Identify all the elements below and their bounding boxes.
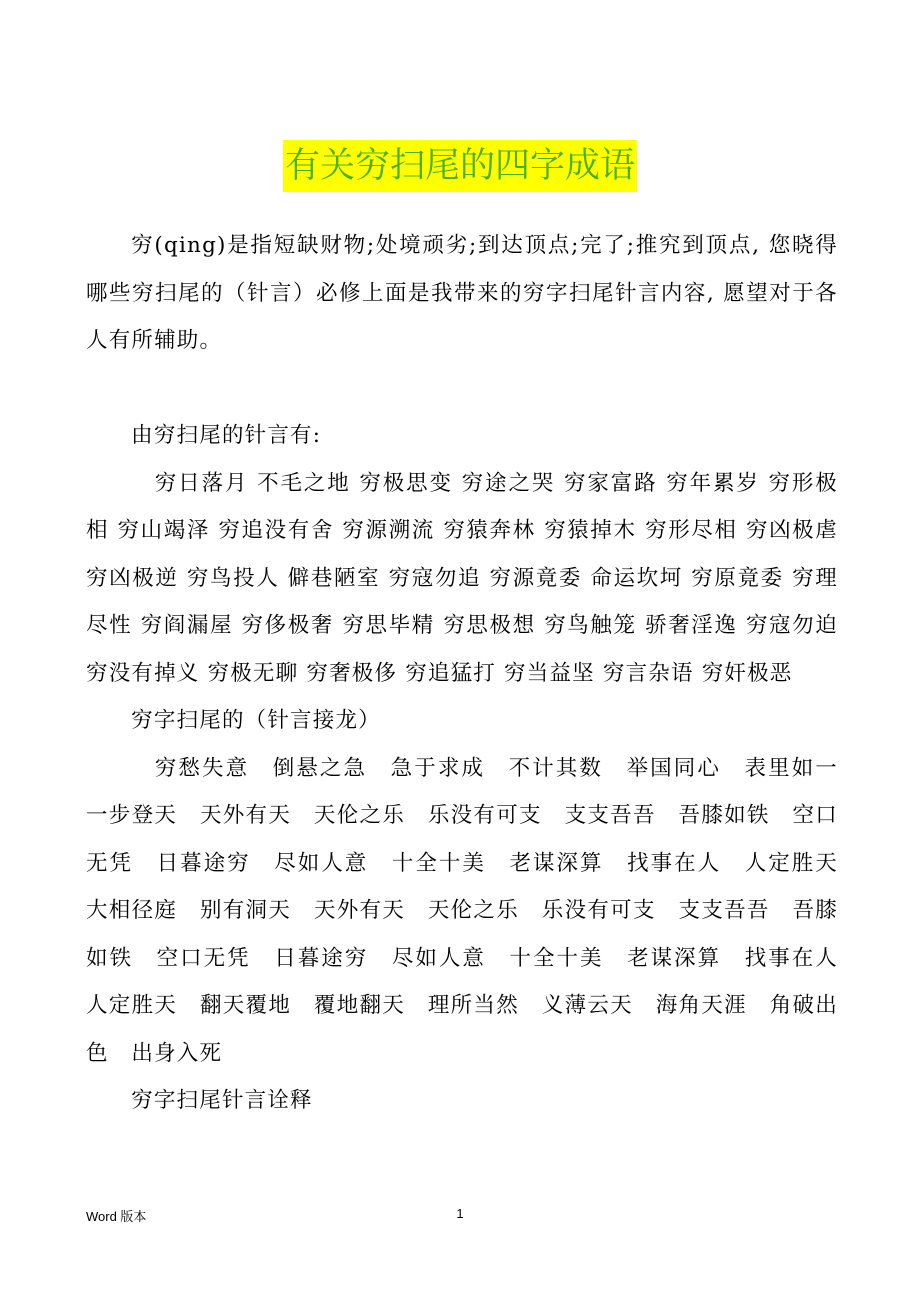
intro-paragraph: 穷(qing)是指短缺财物;处境顽劣;到达顶点;完了;推究到顶点, 您晓得哪些穷扫尾的（针言）必修上面是我带来的穷字扫尾针言内容, 愿望对于各人有所辅助。 [86, 233, 838, 353]
title-wrap [0, 140, 920, 192]
section2-heading: 穷字扫尾的（针言接龙） [131, 708, 381, 733]
section3-heading: 穷字扫尾针言诠释 [131, 1088, 313, 1113]
blank-line [86, 365, 838, 413]
page-number: 1 [456, 1206, 464, 1221]
footer-label: Word 版本 [86, 1209, 147, 1224]
document-body [86, 222, 861, 1125]
document-title: 有关穷扫尾的四字成语 [283, 140, 637, 192]
section2-body: 穷愁失意 倒悬之急 急于求成 不计其数 举国同心 表里如一 一步登天 天外有天 天伦之乐 乐没有可支 支支吾吾 吾膝如铁 空口无凭 日暮途穷 尽如人意 十全十美 老谋深算 找事在人 人定胜天 大相径庭 别有洞天 天外有天 天伦之乐 乐没有可支 支支吾吾 吾膝如铁 空口无凭 日暮途穷 尽如人意 十全十美 老谋深算 找事在人 人定胜天 翻天覆地 覆地翻天 理所当然 义薄云天 海角天涯 角破出色 出身入死 [86, 755, 861, 1066]
section1-body: 穷日落月 不毛之地 穷极思变 穷途之哭 穷家富路 穷年累岁 穷形极相 穷山竭泽 穷追没有舍 穷源溯流 穷猿奔林 穷猿掉木 穷形尽相 穷凶极虐 穷凶极逆 穷鸟投人 僻巷陋室 穷寇勿追 穷源竟委 命运坎坷 穷原竟委 穷理尽性 穷阎漏屋 穷侈极奢 穷思毕精 穷思极想 穷鸟触笼 骄奢淫逸 穷寇勿迫 穷没有掉义 穷极无聊 穷奢极侈 穷追猛打 穷当益坚 穷言杂语 穷奸极恶 [86, 470, 838, 686]
section1-heading: 由穷扫尾的针言有: [131, 423, 322, 448]
